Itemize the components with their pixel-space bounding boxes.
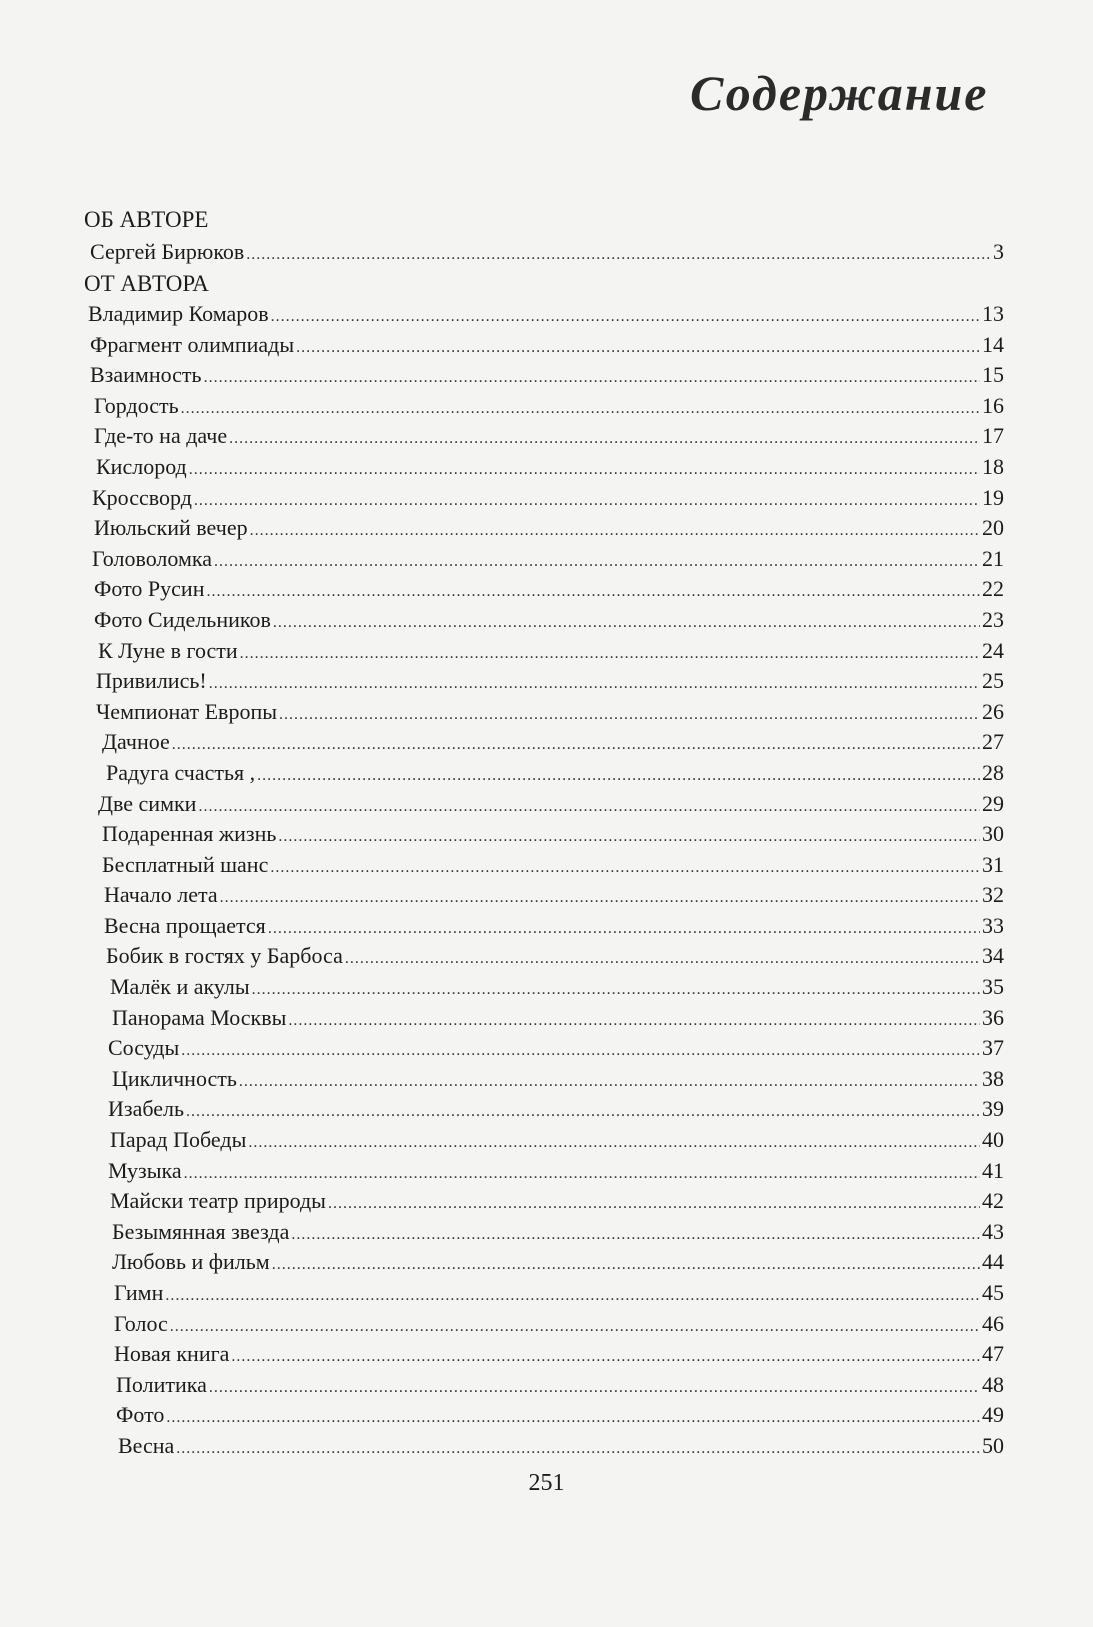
toc-entry: [84, 1033, 1004, 1064]
toc-entry: [84, 1156, 1004, 1187]
toc-dot-leader: [279, 700, 980, 731]
toc-entry: [84, 1003, 1004, 1034]
toc-entry-title: Дачное: [102, 729, 170, 755]
toc-dot-leader: [214, 547, 980, 578]
toc-entry-title: Где-то на даче: [94, 423, 228, 449]
toc-entry-title: Музыка: [108, 1157, 182, 1183]
toc-entry-page: 15: [982, 362, 1004, 388]
toc-entry-page: 25: [982, 668, 1004, 694]
toc-entry: [84, 391, 1004, 422]
toc-entry: [84, 789, 1004, 820]
toc-dot-leader: [270, 853, 980, 884]
toc-dot-leader: [231, 1342, 980, 1373]
toc-dot-leader: [240, 639, 980, 670]
toc-dot-leader: [181, 394, 980, 425]
toc-entry: [84, 235, 1004, 269]
toc-dot-leader: [291, 1220, 980, 1251]
toc-entry-title: Любовь и фильм: [112, 1249, 270, 1275]
toc-entry-title: Головоломка: [92, 545, 213, 571]
toc-entry-title: Фото Сидельников: [94, 606, 271, 632]
toc-entry-page: 36: [982, 1004, 1004, 1030]
toc-dot-leader: [204, 363, 980, 394]
toc-dot-leader: [273, 608, 980, 639]
toc-dot-leader: [268, 914, 980, 945]
toc-dot-leader: [186, 1097, 980, 1128]
toc-entry-page: 47: [982, 1341, 1004, 1367]
toc-entry-title: Кислород: [96, 453, 187, 479]
toc-dot-leader: [181, 1036, 980, 1067]
toc-section-heading: ОТ АВТОРА: [84, 271, 209, 296]
toc-entry-page: 30: [982, 821, 1004, 847]
toc-entry-title: Кроссворд: [92, 484, 192, 510]
toc-dot-leader: [345, 944, 980, 975]
toc-entry-page: 39: [982, 1096, 1004, 1122]
toc-entry: [84, 819, 1004, 850]
toc-entry-title: Владимир Комаров: [88, 301, 269, 326]
toc-entry-page: 32: [982, 882, 1004, 908]
toc-entry: [84, 544, 1004, 575]
toc-entry-page: 21: [982, 545, 1004, 571]
toc-entry: [84, 1370, 1004, 1401]
toc-entry: [84, 880, 1004, 911]
toc-section-heading: ОБ АВТОРЕ: [84, 207, 209, 232]
toc-entry: [84, 1400, 1004, 1431]
toc-dot-leader: [194, 486, 980, 517]
toc-entry: [84, 1339, 1004, 1370]
toc-entry-title: Две симки: [98, 790, 197, 816]
toc-entry: [84, 697, 1004, 728]
toc-entry: [84, 972, 1004, 1003]
toc-entry: [84, 299, 1004, 330]
toc-entry-title: Взаимность: [90, 362, 202, 388]
toc-entry-page: 34: [982, 943, 1004, 969]
toc-entry: [84, 727, 1004, 758]
toc-entry: [84, 1186, 1004, 1217]
toc-dot-leader: [239, 1067, 980, 1098]
toc-entry-page: 20: [982, 515, 1004, 541]
toc-entry-title: Весна: [118, 1432, 175, 1458]
toc-dot-leader: [271, 302, 980, 333]
toc-dot-leader: [278, 822, 980, 853]
toc-entry-page: 16: [982, 392, 1004, 418]
toc-entry: [84, 1217, 1004, 1248]
toc-entry-page: 35: [982, 974, 1004, 1000]
toc-entry-title: Панорама Москвы: [112, 1004, 287, 1030]
toc-dot-leader: [206, 577, 980, 608]
toc-entry-title: Фрагмент олимпиады: [90, 331, 295, 357]
toc-entry-page: 33: [982, 912, 1004, 938]
toc-entry: [84, 758, 1004, 789]
toc-entry-title: Изабель: [108, 1096, 185, 1122]
toc-entry-title: Новая книга: [114, 1341, 230, 1367]
toc-entry: [84, 483, 1004, 514]
toc-entry: [84, 636, 1004, 667]
toc-entry-page: 43: [982, 1218, 1004, 1244]
toc-entry: [84, 911, 1004, 942]
toc-entry-title: Привились!: [96, 668, 207, 694]
toc-entry-title: Политика: [116, 1371, 207, 1397]
toc-entry-title: Сосуды: [108, 1035, 180, 1061]
toc-entry-title: Майски театр природы: [110, 1188, 326, 1214]
toc-entry-title: Гимн: [114, 1280, 164, 1305]
toc-entry: [84, 360, 1004, 391]
toc-entry-page: 38: [982, 1065, 1004, 1091]
toc-dot-leader: [184, 1159, 980, 1190]
toc-dot-leader: [209, 669, 980, 700]
toc-entry-page: 45: [982, 1280, 1004, 1305]
toc-entry: [84, 513, 1004, 544]
toc-entry-title: Фото Русин: [94, 576, 205, 602]
toc-dot-leader: [248, 1128, 980, 1159]
toc-dot-leader: [189, 455, 980, 486]
table-of-contents: [84, 205, 1004, 1462]
toc-entry-page: 22: [982, 576, 1004, 602]
toc-dot-leader: [229, 424, 980, 455]
toc-dot-leader: [296, 333, 980, 364]
toc-entry: [84, 1064, 1004, 1095]
toc-entry-title: Цикличность: [112, 1065, 237, 1091]
toc-entry-page: 37: [982, 1035, 1004, 1061]
toc-dot-leader: [166, 1403, 980, 1434]
toc-entry-page: 40: [982, 1127, 1004, 1153]
toc-entry-page: 3: [993, 239, 1004, 264]
toc-entry-title: Парад Победы: [110, 1127, 247, 1153]
toc-entry-page: 18: [982, 453, 1004, 479]
toc-entry: [84, 330, 1004, 361]
toc-entry-page: 13: [982, 301, 1004, 326]
toc-dot-leader: [172, 730, 980, 761]
toc-entry-title: Июльский вечер: [94, 515, 248, 541]
toc-dot-leader: [288, 1006, 980, 1037]
toc-entry-page: 27: [982, 729, 1004, 755]
toc-entry-title: Фото: [116, 1402, 165, 1428]
toc-dot-leader: [250, 516, 980, 547]
toc-dot-leader: [198, 792, 980, 823]
toc-entry-page: 44: [982, 1249, 1004, 1275]
toc-entry-title: Радуга счастья ,: [106, 759, 256, 785]
toc-dot-leader: [209, 1373, 980, 1404]
toc-entry: [84, 666, 1004, 697]
toc-entry-title: Чемпионат Европы: [96, 698, 277, 724]
toc-entry-title: Бесплатный шанс: [102, 851, 269, 877]
toc-entry-title: Сергей Бирюков: [90, 239, 245, 264]
toc-entry-page: 17: [982, 423, 1004, 449]
toc-dot-leader: [328, 1189, 980, 1220]
toc-entry: [84, 1309, 1004, 1340]
toc-entry-page: 46: [982, 1310, 1004, 1336]
toc-entry-page: 41: [982, 1157, 1004, 1183]
toc-dot-leader: [220, 883, 980, 914]
toc-dot-leader: [165, 1281, 980, 1312]
toc-entry-page: 23: [982, 606, 1004, 632]
toc-entry-title: Малёк и акулы: [110, 974, 250, 1000]
toc-entry-page: 42: [982, 1188, 1004, 1214]
toc-entry-page: 26: [982, 698, 1004, 724]
toc-entry-title: Безымянная звезда: [112, 1218, 290, 1244]
toc-entry: [84, 574, 1004, 605]
toc-entry: [84, 1094, 1004, 1125]
toc-entry: [84, 452, 1004, 483]
toc-entry: [84, 1247, 1004, 1278]
toc-entry-title: К Луне в гости: [98, 637, 238, 663]
toc-dot-leader: [257, 761, 980, 792]
toc-dot-leader: [252, 975, 980, 1006]
toc-dot-leader: [272, 1250, 980, 1281]
toc-entry: [84, 605, 1004, 636]
page-number: 251: [528, 1470, 565, 1496]
toc-entry-page: 19: [982, 484, 1004, 510]
toc-entry-title: Подаренная жизнь: [102, 821, 277, 847]
toc-entry-page: 48: [982, 1371, 1004, 1397]
toc-entry: [84, 850, 1004, 881]
toc-entry-page: 28: [982, 759, 1004, 785]
toc-entry-page: 49: [982, 1402, 1004, 1428]
toc-entry: [84, 941, 1004, 972]
toc-entry: [84, 1431, 1004, 1462]
toc-entry-page: 14: [982, 331, 1004, 357]
toc-entry: [84, 1125, 1004, 1156]
toc-entry-page: 50: [982, 1432, 1004, 1458]
toc-entry: [84, 421, 1004, 452]
toc-dot-leader: [176, 1434, 980, 1465]
toc-entry-title: Гордость: [94, 392, 179, 418]
toc-entry-page: 31: [982, 851, 1004, 877]
toc-entry: [84, 1278, 1004, 1309]
toc-entry-title: Бобик в гостях у Барбоса: [106, 943, 343, 969]
toc-entry-page: 29: [982, 790, 1004, 816]
toc-dot-leader: [246, 238, 991, 272]
toc-dot-leader: [170, 1312, 980, 1343]
toc-entry-title: Весна прощается: [104, 912, 266, 938]
page-title: Содержание: [690, 65, 989, 121]
toc-entry-page: 24: [982, 637, 1004, 663]
toc-entry-title: Голос: [114, 1310, 168, 1336]
toc-entry-title: Начало лета: [104, 882, 218, 908]
